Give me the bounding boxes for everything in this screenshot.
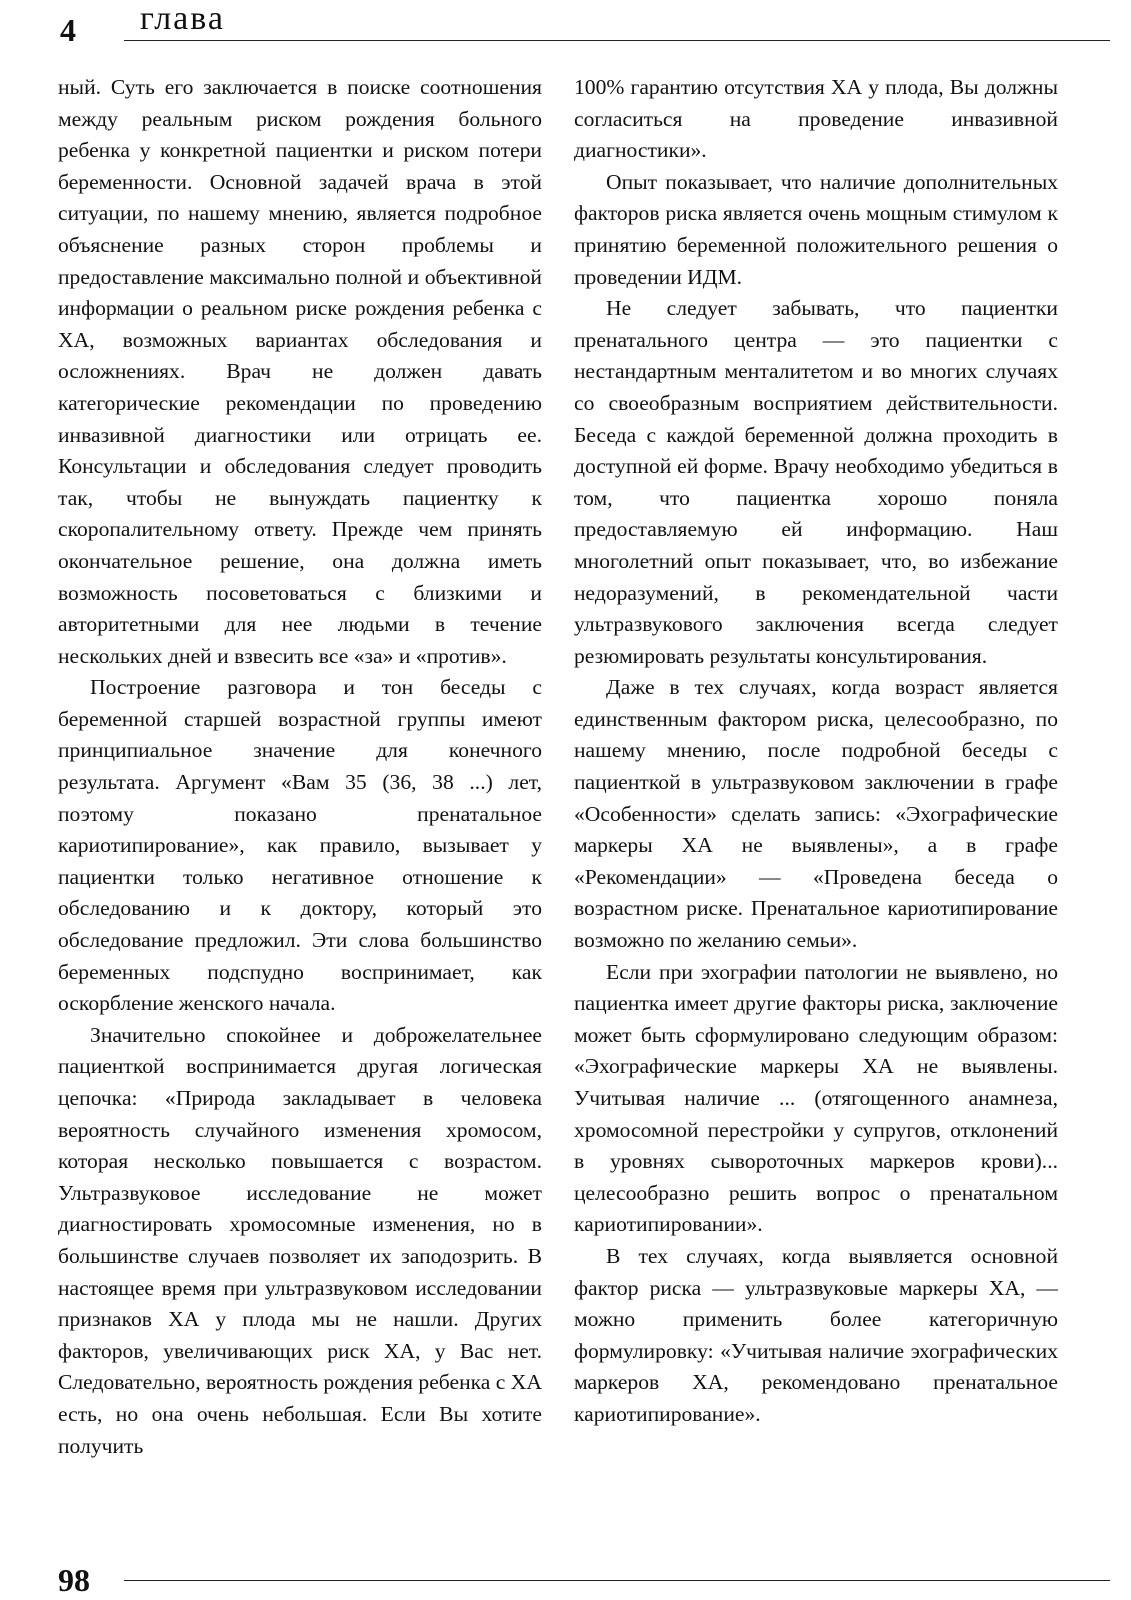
right-paragraph-1: 100% гарантию отсутствия ХА у плода, Вы должны согласиться на проведение инвазивной диагностики». (574, 75, 1058, 163)
chapter-number: 4 (60, 12, 76, 48)
right-paragraph-4: Даже в тех случаях, когда возраст является единственным фактором риска, целесообразно, по нашему мнению, после подробной беседы с пациенткой в ультразвуковом заключении в графе «Особенности» сделать запись: «Эхографические маркеры ХА не выявлены», а в графе «Рекомендации» — «Проведена беседа о возрастном риске. Пренатальное кариотипирование возможно по желанию семьи». (574, 675, 1058, 953)
page-number: 98 (58, 1562, 90, 1598)
chapter-label: глава (140, 0, 225, 37)
right-paragraph-3: Не следует забывать, что пациентки пренатального центра — это пациентки с нестандартным менталитетом и во многих случаях со своеобразным восприятием действительности. Беседа с каждой беременной должна проходить в доступной ей форме. Врачу необходимо убедиться в том, что пациентка хорошо поняла предоставляемую ей информацию. Наш многолетний опыт показывает, что, во избежание недоразумений, в рекомендательной части ультразвукового заключения всегда следует резюмировать результаты консультирования. (574, 296, 1058, 668)
running-header (52, 0, 1082, 48)
header-rule (124, 40, 1110, 41)
footer-rule (124, 1580, 1110, 1581)
right-paragraph-5: Если при эхографии патологии не выявлено, но пациентка имеет другие факторы риска, заключение может быть сформулировано следующим образом: «Эхографические маркеры ХА не выявлены. Учитывая наличие ... (отягощенного анамнеза, хромосомной перестройки у супругов, отклонений в уровнях сывороточных маркеров крови)... целесообразно решить вопрос о пренатальном кариотипировании». (574, 959, 1058, 1237)
left-paragraph-1: ный. Суть его заключается в поиске соотношения между реальным риском рождения больного ребенка у конкретной пациентки и риском потери беременности. Основной задачей врача в этой ситуации, по нашему мнению, является подробное объяснение разных сторон проблемы и предоставление максимально полной и объективной информации о реальном риске рождения ребенка с ХА, возможных вариантах обследования и осложнениях. Врач не должен давать категорические рекомендации по проведению инвазивной диагностики или отрицать ее. Консультации и обследования следует проводить так, чтобы не вынуждать пациентку к скоропалительному ответу. Прежде чем принять окончательное решение, она должна иметь возможность посоветоваться с близкими и авторитетными для нее людьми в течение нескольких дней и взвесить все «за» и «против». (58, 75, 542, 668)
right-paragraph-2: Опыт показывает, что наличие дополнительных факторов риска является очень мощным стимулом к принятию беременной положительного решения о проведении ИДМ. (574, 169, 1058, 289)
left-paragraph-3: Значительно спокойнее и доброжелательнее пациенткой воспринимается другая логическая цепочка: «Природа закладывает в человека вероятность случайного изменения хромосом, которая несколько повышается с возрастом. Ультразвуковое исследование не может диагностировать хромосомные изменения, но в большинстве случаев позволяет их заподозрить. В настоящее время при ультразвуковом исследовании признаков ХА у плода мы не нашли. Других факторов, увеличивающих риск ХА, у Вас нет. Следовательно, вероятность рождения ребенка с ХА есть, но она очень небольшая. Если Вы хотите получить (58, 1022, 542, 1458)
right-column (574, 72, 1058, 1431)
right-paragraph-6: В тех случаях, когда выявляется основной фактор риска — ультразвуковые маркеры ХА, — можно применить более категоричную формулировку: «Учитывая наличие эхографических маркеров ХА, рекомендовано пренатальное кариотипирование». (574, 1243, 1058, 1426)
left-column (58, 72, 542, 1462)
running-footer (52, 1556, 1082, 1596)
left-paragraph-2: Построение разговора и тон беседы с беременной старшей возрастной группы имеют принципиальное значение для конечного результата. Аргумент «Вам 35 (36, 38 ...) лет, поэтому показано пренатальное кариотипирование», как правило, вызывает у пациентки только негативное отношение к обследованию и к доктору, который это обследование предложил. Эти слова большинство беременных подспудно воспринимает, как оскорбление женского начала. (58, 675, 542, 1016)
